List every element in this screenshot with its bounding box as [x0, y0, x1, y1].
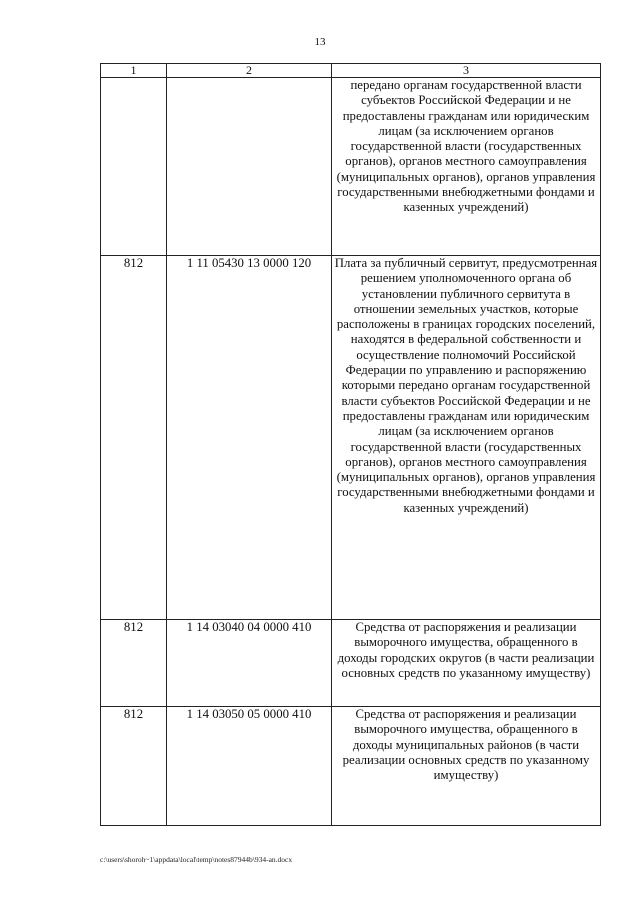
revenue-description-cell: передано органам государственной власти субъектов Российской Федерации и не предоставлены гражданам или юридическим лицам (за исключением органов государственной власти (государственных органов), органов местного самоуправления (муниципальных органов), органов управления государственными внебюджетными фондами и казенных учреждений)	[332, 78, 601, 256]
revenue-code-cell: 1 14 03050 05 0000 410	[167, 707, 332, 826]
footer-file-path: c:\users\shoroh~1\appdata\local\temp\notes87944b\934-an.docx	[100, 855, 293, 864]
revenue-code-cell	[167, 78, 332, 256]
revenue-description-cell: Плата за публичный сервитут, предусмотренная решением уполномоченного органа об установлении публичного сервитута в отношении земельных участков, которые расположены в границах городских поселений, находятся в федеральной собственности и осуществление полномочий Российской Федерации по управлению и распоряжению которыми передано органам государственной власти субъектов Российской Федерации и не предоставлены гражданам или юридическим лицам (за исключением органов государственной власти (государственных органов), органов местного самоуправления (муниципальных органов), органов управления государственными внебюджетными фондами и казенных учреждений)	[332, 256, 601, 620]
table-row	[101, 256, 601, 620]
revenue-description-cell: Средства от распоряжения и реализации выморочного имущества, обращенного в доходы городских округов (в части реализации основных средств по указанному имуществу)	[332, 620, 601, 707]
revenue-code-cell: 1 11 05430 13 0000 120	[167, 256, 332, 620]
table-row	[101, 620, 601, 707]
admin-code-cell: 812	[101, 707, 167, 826]
header-col-1: 1	[101, 64, 167, 78]
admin-code-cell	[101, 78, 167, 256]
table-header-row	[101, 64, 601, 78]
revenue-code-cell: 1 14 03040 04 0000 410	[167, 620, 332, 707]
header-col-3: 3	[332, 64, 601, 78]
revenue-codes-table	[100, 63, 601, 826]
table-row	[101, 78, 601, 256]
page-number: 13	[314, 36, 326, 48]
table-row	[101, 707, 601, 826]
header-col-2: 2	[167, 64, 332, 78]
admin-code-cell: 812	[101, 256, 167, 620]
admin-code-cell: 812	[101, 620, 167, 707]
revenue-description-cell: Средства от распоряжения и реализации выморочного имущества, обращенного в доходы муниципальных районов (в части реализации основных средств по указанному имуществу)	[332, 707, 601, 826]
